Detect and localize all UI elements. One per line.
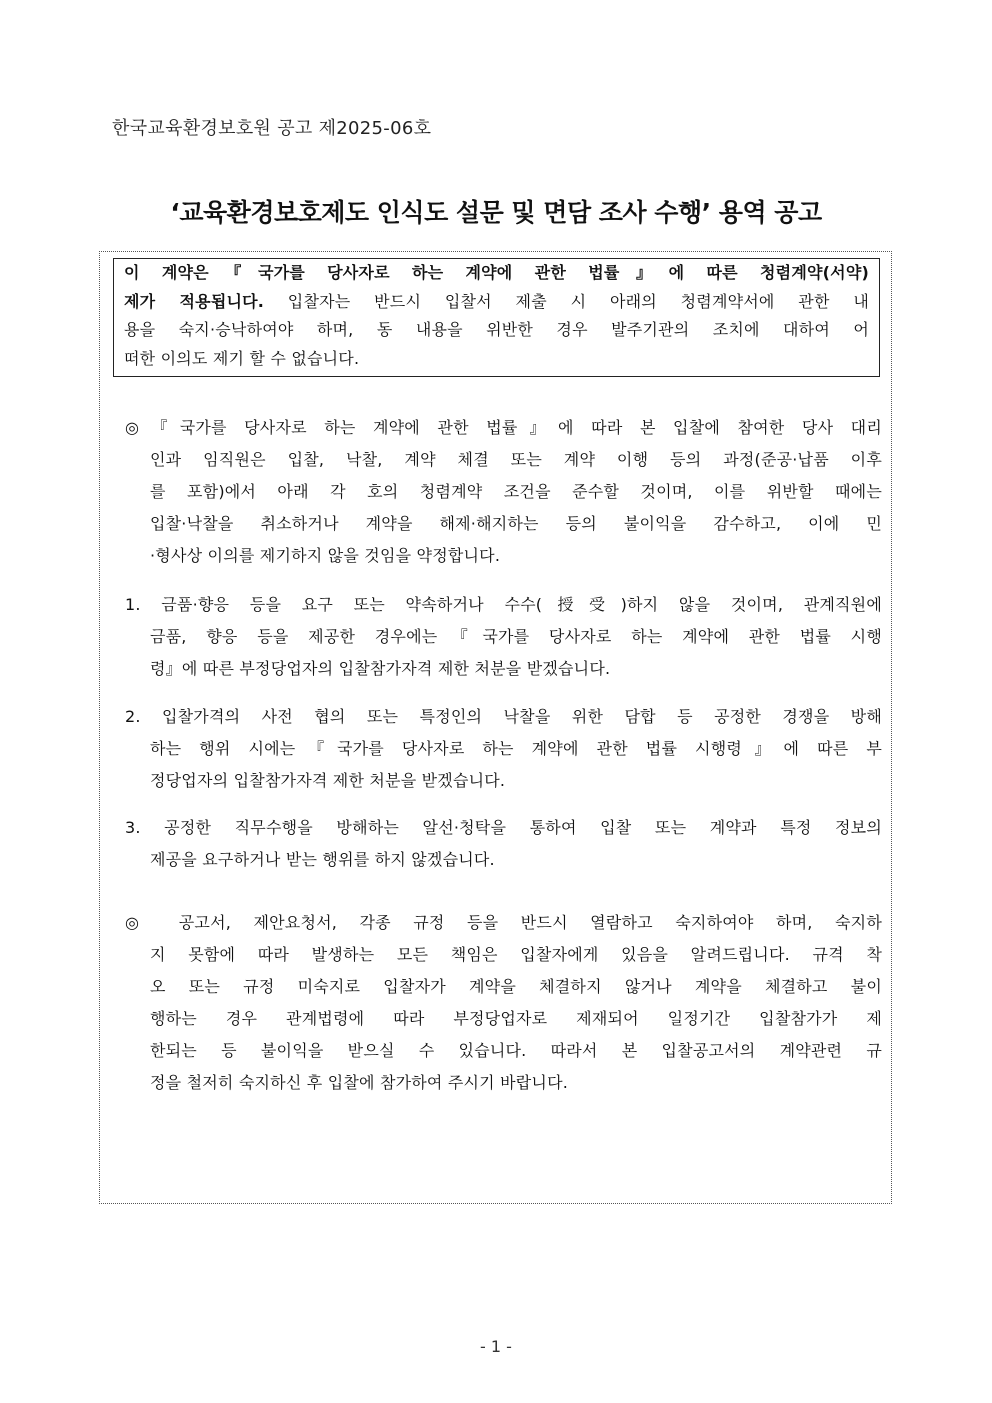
integrity-line-2 bbox=[124, 288, 869, 317]
pledge-item-line: 제공을 요구하거나 받는 행위를 하지 않겠습니다. bbox=[150, 850, 495, 869]
pledge-item-line: 정당업자의 입찰참가자격 제한 처분을 받겠습니다. bbox=[150, 771, 506, 790]
pledge-item-line: 3. 공정한 직무수행을 방해하는 알선·청탁을 통하여 입찰 또는 계약과 특정 정보의 bbox=[125, 818, 882, 837]
page-number: - 1 - bbox=[480, 1337, 512, 1356]
integrity-line-4: 떠한 이의도 제기 할 수 없습니다. bbox=[124, 348, 360, 368]
pledge-item-line: 2. 입찰가격의 사전 협의 또는 특정인의 낙찰을 위한 담합 등 공정한 경쟁을 방해 bbox=[125, 707, 882, 726]
pledge-intro-line: 를 포함)에서 아래 각 호의 청렴계약 조건을 준수할 것이며, 이를 위반할 때에는 bbox=[150, 482, 882, 501]
pledge-item-line: 하는 행위 시에는『국가를 당사자로 하는 계약에 관한 법률 시행령』에 따른 부 bbox=[150, 739, 882, 758]
integrity-line-2-rest: 입찰자는 반드시 입찰서 제출 시 아래의 청렴계약서에 관한 내 bbox=[264, 291, 869, 311]
pledge-intro-paragraph bbox=[125, 412, 882, 572]
closing-notice-line: 한되는 등 불이익을 받으실 수 있습니다. 따라서 본 입찰공고서의 계약관련 규 bbox=[150, 1041, 882, 1060]
closing-notice-line: ◎ 공고서, 제안요청서, 각종 규정 등을 반드시 열람하고 숙지하여야 하며, 숙지하 bbox=[125, 913, 882, 932]
pledge-item-1 bbox=[125, 589, 882, 685]
closing-notice-paragraph bbox=[125, 907, 882, 1099]
closing-notice-line: 정을 철저히 숙지하신 후 입찰에 참가하여 주시기 바랍니다. bbox=[150, 1073, 569, 1092]
pledge-intro-line: ·형사상 이의를 제기하지 않을 것임을 약정합니다. bbox=[150, 546, 501, 565]
integrity-bold-lead: 이 계약은『국가를 당사자로 하는 계약에 관한 법률』에 따른 청렴계약(서약) bbox=[124, 263, 869, 282]
integrity-line-3: 용을 숙지·승낙하여야 하며, 동 내용을 위반한 경우 발주기관의 조치에 대하여 어 bbox=[124, 320, 869, 339]
pledge-item-3 bbox=[125, 812, 882, 876]
closing-notice-line: 지 못함에 따라 발생하는 모든 책임은 입찰자에게 있음을 알려드립니다. 규격 착 bbox=[150, 945, 882, 964]
integrity-contract-box bbox=[113, 258, 880, 377]
pledge-item-line: 령』에 따른 부정당업자의 입찰참가자격 제한 처분을 받겠습니다. bbox=[150, 659, 611, 678]
integrity-line-1 bbox=[124, 259, 869, 288]
closing-notice-line: 오 또는 규정 미숙지로 입찰자가 계약을 체결하지 않거나 계약을 체결하고 불이 bbox=[150, 977, 882, 996]
pledge-intro-line: 입찰·낙찰을 취소하거나 계약을 해제·해지하는 등의 불이익을 감수하고, 이에 민 bbox=[150, 514, 882, 533]
pledge-item-line: 금품, 향응 등을 제공한 경우에는『국가를 당사자로 하는 계약에 관한 법률 시행 bbox=[150, 627, 882, 646]
pledge-item-2 bbox=[125, 701, 882, 797]
notice-number: 한국교육환경보호원 공고 제2025-06호 bbox=[112, 118, 432, 139]
closing-notice-line: 행하는 경우 관계법령에 따라 부정당업자로 제재되어 일정기간 입찰참가가 제 bbox=[150, 1009, 882, 1028]
pledge-intro-line: 인과 임직원은 입찰, 낙찰, 계약 체결 또는 계약 이행 등의 과정(준공·납품 이후 bbox=[150, 450, 882, 469]
pledge-item-line: 1. 금품·향응 등을 요구 또는 약속하거나 수수(授受)하지 않을 것이며, 관계직원에 bbox=[125, 595, 882, 614]
document-title: ‘교육환경보호제도 인식도 설문 및 면담 조사 수행’ 용역 공고 bbox=[170, 198, 822, 227]
integrity-bold-end: 제가 적용됩니다. bbox=[124, 291, 265, 311]
pledge-intro-line: ◎『국가를 당사자로 하는 계약에 관한 법률』에 따라 본 입찰에 참여한 당사 대리 bbox=[125, 418, 882, 437]
